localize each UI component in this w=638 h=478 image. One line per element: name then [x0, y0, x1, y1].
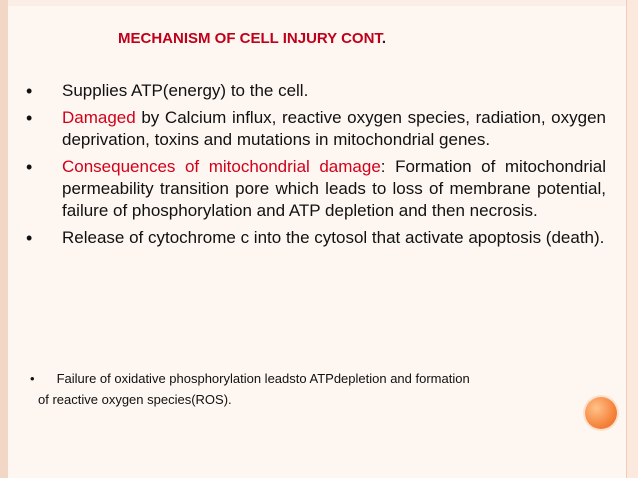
bullet-text: Supplies ATP(energy) to the cell. — [62, 81, 309, 100]
bullet-icon: • — [26, 157, 33, 177]
slide-title-period: . — [381, 30, 387, 47]
bullet-icon: • — [26, 81, 33, 101]
small-bullet-text1: Failure of oxidative phosphorylation leadsto ATPdepletion and formation — [56, 371, 470, 386]
bullet-highlight: Damaged — [62, 108, 136, 127]
bullet-list — [24, 80, 606, 254]
slide-top-border — [0, 0, 638, 6]
bullet-item — [24, 80, 606, 102]
bullet-icon: • — [26, 108, 33, 128]
bullet-text: Release of cytochrome c into the cytosol that activate apoptosis (death). — [62, 228, 605, 247]
small-bullet — [30, 368, 590, 410]
bullet-item — [24, 227, 606, 249]
slide-right-border — [626, 0, 638, 478]
slide-left-border — [0, 0, 8, 478]
decorative-orb-icon — [585, 397, 617, 429]
small-bullet-line1 — [30, 368, 590, 389]
slide-title-text: MECHANISM OF CELL INJURY CONT — [118, 30, 382, 47]
small-bullet-text2: of reactive oxygen species(ROS). — [38, 392, 232, 407]
bullet-icon: • — [26, 228, 33, 248]
bullet-text: : Formation of mitochondrial permeability transition pore which leads to loss of membrane potential, failure of phosphorylation and ATP depletion and then necrosis. — [62, 157, 606, 220]
bullet-highlight: Consequences of mitochondrial damage — [62, 157, 381, 176]
bullet-item — [24, 107, 606, 151]
small-bullet-icon: • — [30, 371, 35, 386]
slide-title — [118, 30, 386, 47]
bullet-item — [24, 156, 606, 222]
bullet-text: by Calcium influx, reactive oxygen species, radiation, oxygen deprivation, toxins and mutations in mitochondrial genes. — [62, 108, 606, 149]
